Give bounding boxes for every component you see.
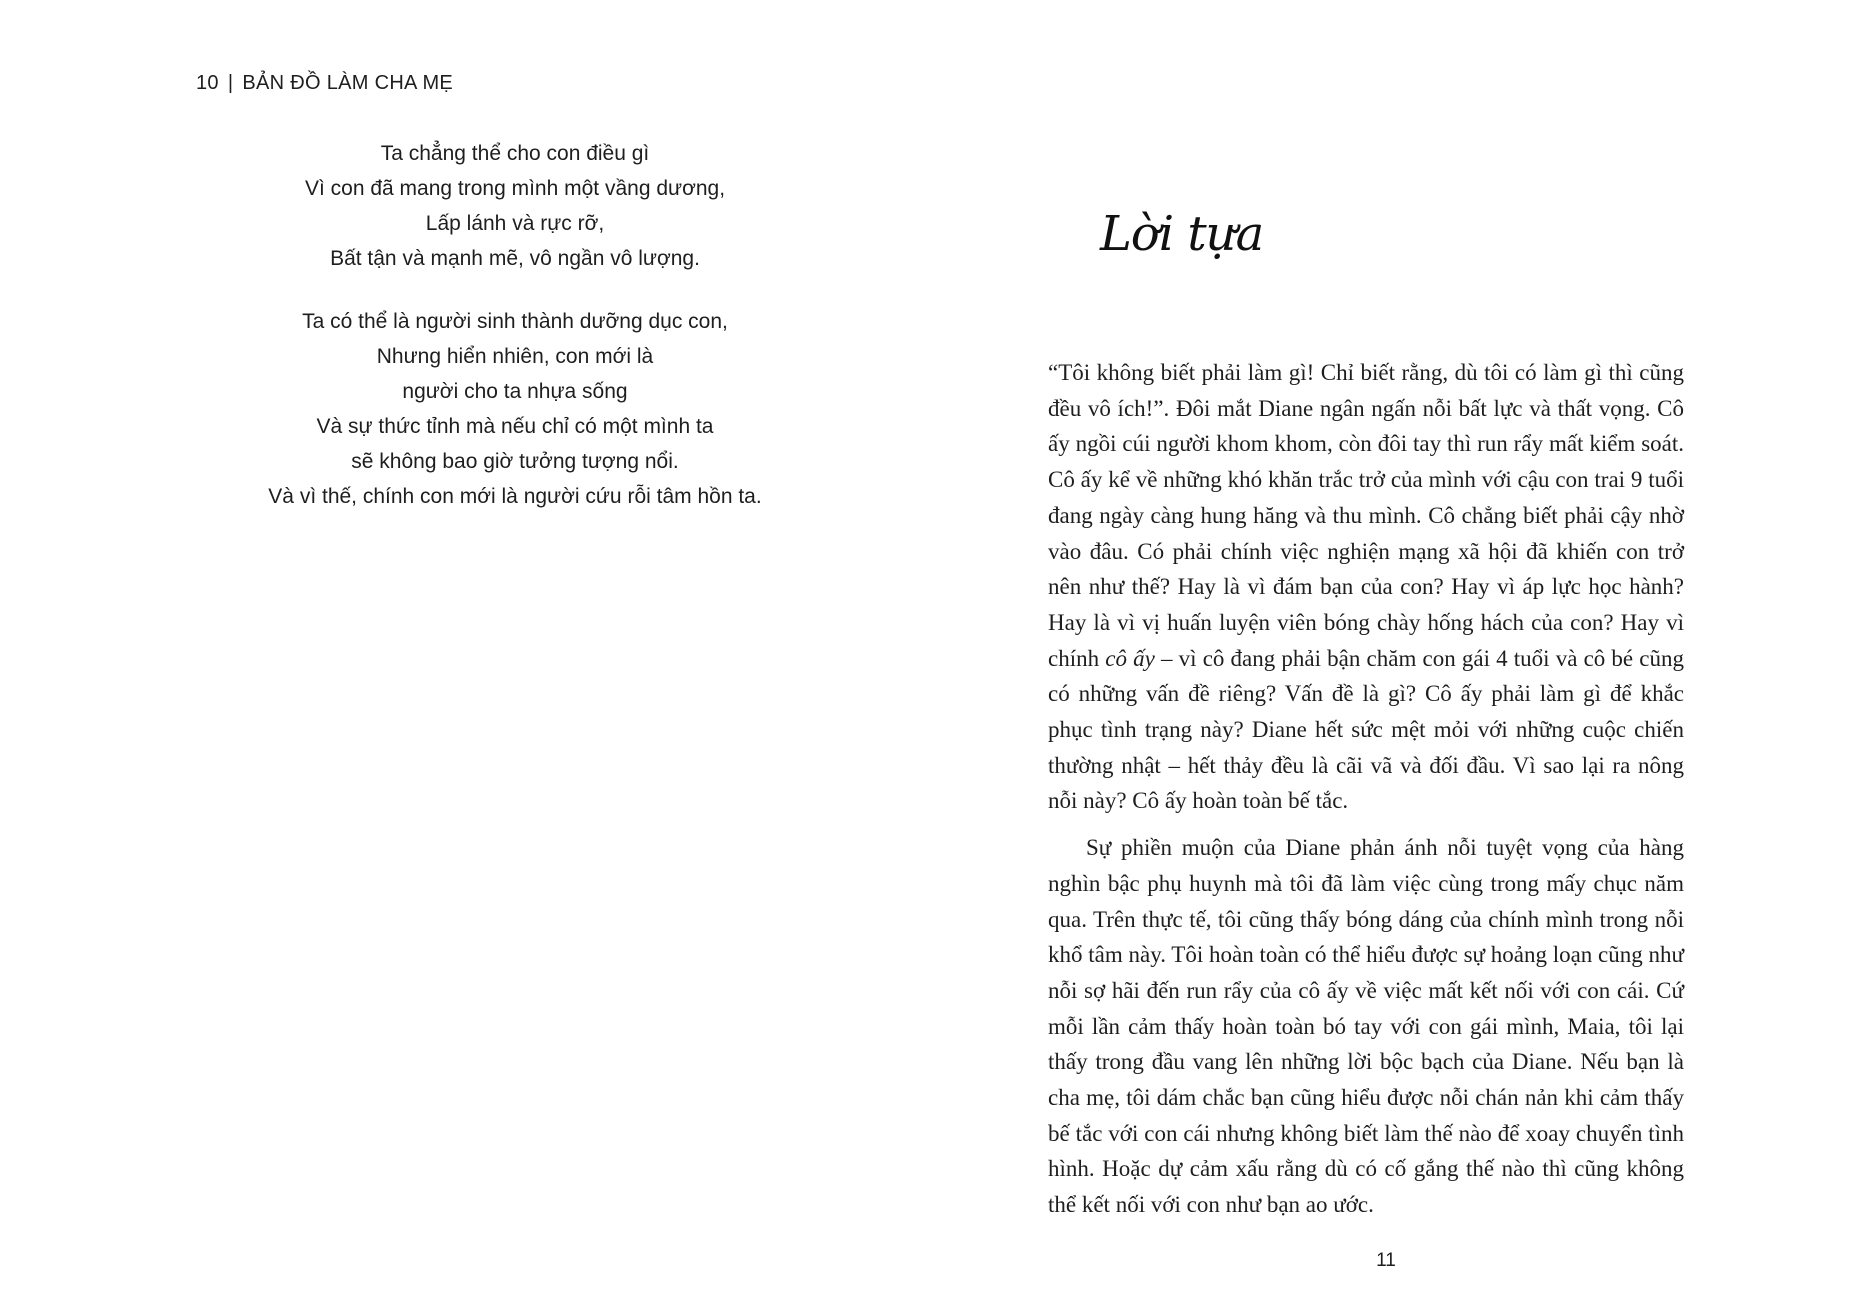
poem-line: Ta có thể là người sinh thành dưỡng dục con, bbox=[302, 310, 728, 333]
header-separator: | bbox=[227, 72, 234, 94]
left-page-number: 10 bbox=[196, 72, 219, 94]
poem-line: Bất tận và mạnh mẽ, vô ngần vô lượng. bbox=[330, 247, 700, 270]
poem-line: Vì con đã mang trong mình một vầng dương, bbox=[304, 177, 726, 200]
running-head bbox=[196, 72, 453, 95]
poem-line: Nhưng hiển nhiên, con mới là bbox=[376, 345, 654, 368]
poem-line: sẽ không bao giờ tưởng tượng nổi. bbox=[351, 450, 679, 473]
chapter-title: Lời tựa bbox=[1100, 206, 1264, 262]
poem-line: Và vì thế, chính con mới là người cứu rỗi tâm hồn ta. bbox=[268, 485, 762, 508]
paragraph-1 bbox=[1048, 355, 1684, 819]
poem-line: Ta chẳng thể cho con điều gì bbox=[380, 142, 650, 165]
poem-line: Và sự thức tỉnh mà nếu chỉ có một mình ta bbox=[316, 415, 714, 438]
poem-stanza-1 bbox=[195, 136, 835, 276]
paragraph-1-text-a: “Tôi không biết phải làm gì! Chỉ biết rằng, dù tôi có làm gì thì cũng đều vô ích!”. Đôi mắt Diane ngân ngấn nỗi bất lực và thất vọng. Cô ấy ngồi cúi người khom khom, còn đôi tay thì run rẩy mất kiểm soát. Cô ấy kể về những khó khăn trắc trở của mình với cậu con trai 9 tuổi đang ngày càng hung hăng và thu mình. Cô chẳng biết phải cậy nhờ vào đâu. Có phải chính việc nghiện mạng xã hội đã khiến con trở nên như thế? Hay là vì đám bạn của con? Hay vì áp lực học hành? Hay là vì vị huấn luyện viên bóng chày hống hách của con? Hay vì chính bbox=[1048, 360, 1684, 671]
right-page-number: 11 bbox=[1376, 1250, 1396, 1271]
paragraph-1-italic: cô ấy bbox=[1105, 645, 1155, 671]
left-page bbox=[0, 0, 928, 1311]
poem-line: Lấp lánh và rực rỡ, bbox=[425, 212, 605, 235]
poem-line: người cho ta nhựa sống bbox=[402, 380, 628, 403]
book-title: BẢN ĐỒ LÀM CHA MẸ bbox=[242, 72, 454, 94]
poem-stanza-2 bbox=[195, 304, 835, 514]
paragraph-1-text-b: – vì cô đang phải bận chăm con gái 4 tuổi và cô bé cũng có những vấn đề riêng? Vấn đề là gì? Cô ấy phải làm gì để khắc phục tình trạng này? Diane hết sức mệt mỏi với những cuộc chiến thường nhật – hết thảy đều là cãi vã và đối đầu. Vì sao lại ra nông nỗi này? Cô ấy hoàn toàn bế tắc. bbox=[1048, 645, 1685, 814]
body-text bbox=[1048, 355, 1684, 1234]
paragraph-2: Sự phiền muộn của Diane phản ánh nỗi tuyệt vọng của hàng nghìn bậc phụ huynh mà tôi đã làm việc cùng trong mấy chục năm qua. Trên thực tế, tôi cũng thấy bóng dáng của chính mình trong nỗi khổ tâm này. Tôi hoàn toàn có thể hiểu được sự hoảng loạn cũng như nỗi sợ hãi đến run rẩy của cô ấy về việc mất kết nối với con cái. Cứ mỗi lần cảm thấy hoàn toàn bó tay với con gái mình, Maia, tôi lại thấy trong đầu vang lên những lời bộc bạch của Diane. Nếu bạn là cha mẹ, tôi dám chắc bạn cũng hiểu được nỗi chán nản khi cảm thấy bế tắc với con cái nhưng không biết làm thế nào để xoay chuyển tình hình. Hoặc dự cảm xấu rằng dù có cố gắng thế nào thì cũng không thể kết nối với con như bạn ao ước. bbox=[1048, 835, 1684, 1218]
right-page bbox=[928, 0, 1857, 1311]
poem bbox=[195, 136, 835, 542]
